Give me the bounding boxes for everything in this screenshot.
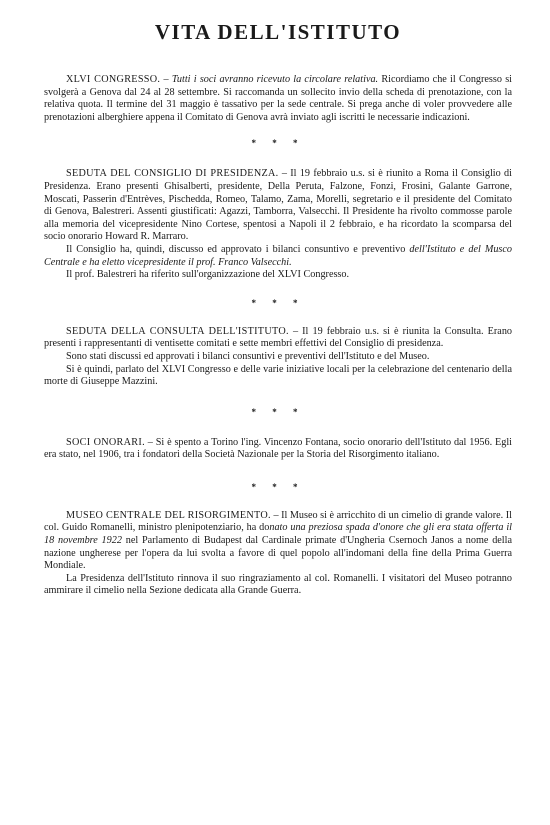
paragraph bbox=[44, 437, 512, 462]
section-soci-onorari bbox=[44, 437, 512, 462]
italic-text: nato una preziosa spada d'onore che gli era stata offerta il 18 novembre 1922 bbox=[44, 522, 512, 547]
paragraph bbox=[44, 74, 512, 124]
paragraph bbox=[44, 244, 512, 269]
section-heading: SEDUTA DEL CONSIGLIO DI PRESIDENZA. bbox=[66, 168, 279, 180]
paragraph bbox=[44, 168, 512, 244]
section-presidenza bbox=[44, 168, 512, 281]
paragraph bbox=[44, 510, 512, 573]
text: – Si è spento a Torino l'ing. Vincenzo Fontana, socio onorario dell'Istituto dal 1956. Egli era stato, nel 1906, tra i fondatori della Società Nazionale per la Storia del Risorgimento italiano. bbox=[44, 436, 512, 461]
paragraph bbox=[44, 326, 512, 351]
text: Il Consiglio ha, quindi, discusso ed approvato i bilanci consuntivo e preventivo bbox=[66, 243, 410, 255]
paragraph: Si è quindi, parlato del XLVI Congresso e delle varie iniziative locali per la celebrazione del centenario della morte di Giuseppe Mazzini. bbox=[44, 363, 512, 388]
text: – Il 19 febbraio u.s. si è riunita la Consulta. Erano presenti i rappresentanti di ventisette comitati e sette membri effettivi del Consiglio di presidenza. bbox=[44, 325, 513, 350]
text: Ricordiamo che il Congresso si svolgerà a Genova dal 24 al 28 settembre. Si raccomanda un sollecito invio della scheda di prenotazione, con la relativa quota. Il termine del 31 maggio è tassativo per la sede centrale. Si prega anche di voler provvedere alle prenotazioni alberghiere appena il Comitato di Genova avrà inviato agli iscritti le necessarie indicazioni. bbox=[44, 74, 512, 123]
text: nel Parlamento di Budapest dal Cardinale primate d'Ungheria Csernoch Janos a nome della nazione ungherese per l'opera da lui svolta a favore di quel popolo all'indomani della fine della Prima Guerra Mondiale. bbox=[44, 535, 512, 572]
section-congresso bbox=[44, 74, 512, 124]
paragraph: Sono stati discussi ed approvati i bilanci consuntivi e preventivi dell'Istituto e del Museo. bbox=[66, 350, 430, 362]
section-heading: MUSEO CENTRALE DEL RISORGIMENTO. bbox=[66, 509, 271, 521]
section-heading: SOCI ONORARI. bbox=[66, 436, 145, 448]
paragraph: La Presidenza dell'Istituto rinnova il suo ringraziamento al col. Romanelli. I visitatori del Museo potranno ammirare il cimelio nella Sezione dedicata alla Grande Guerra. bbox=[44, 572, 512, 597]
section-separator: * * * bbox=[251, 406, 305, 417]
paragraph: Il prof. Balestreri ha riferito sull'organizzazione del XLVI Congresso. bbox=[66, 269, 350, 281]
italic-text: dell'Istituto e del Musco Centrale e ha eletto vicepresidente il prof. Franco Valsecchi. bbox=[44, 243, 512, 268]
section-heading: XLVI CONGRESSO. bbox=[66, 74, 161, 85]
text: – Il Museo si è arricchito di un cimelio di grande valore. Il col. Guido Romanelli, ministro plenipotenziario, ha do bbox=[44, 509, 512, 534]
section-separator: * * * bbox=[251, 481, 305, 492]
section-separator: * * * bbox=[251, 138, 305, 149]
section-consulta bbox=[44, 326, 512, 389]
page-title: VITA DELL'ISTITUTO bbox=[154, 20, 402, 44]
text: – bbox=[160, 74, 172, 85]
italic-text: Tutti i soci avranno ricevuto la circolare relativa. bbox=[171, 74, 379, 85]
text: – Il 19 febbraio u.s. si è riunito a Roma il Consiglio di Presidenza. Erano presenti Ghisalberti, presidente, Della Peruta, Falzone, Fonzi, Frosini, Galante Garrone, Moscati, Passerin d'Entrèves, Pischedda, Romeo, Talamo, Zama, Morelli, segretario e il presidente del Comitato di Genova, Balestreri. Assenti giustificati: Agazzi, Tamborra, Valsecchi. Il Presidente ha rivolto commosse parole alla memoria del vicepresidente Nino Cortese, spentosi a Napoli il 2 febbraio, e ha ricordato la scomparsa del socio onorario Howard R. Marraro. bbox=[44, 168, 512, 243]
section-museo bbox=[44, 510, 512, 598]
section-separator: * * * bbox=[251, 297, 305, 308]
section-heading: SEDUTA DELLA CONSULTA DELL'ISTITUTO. bbox=[66, 325, 289, 337]
